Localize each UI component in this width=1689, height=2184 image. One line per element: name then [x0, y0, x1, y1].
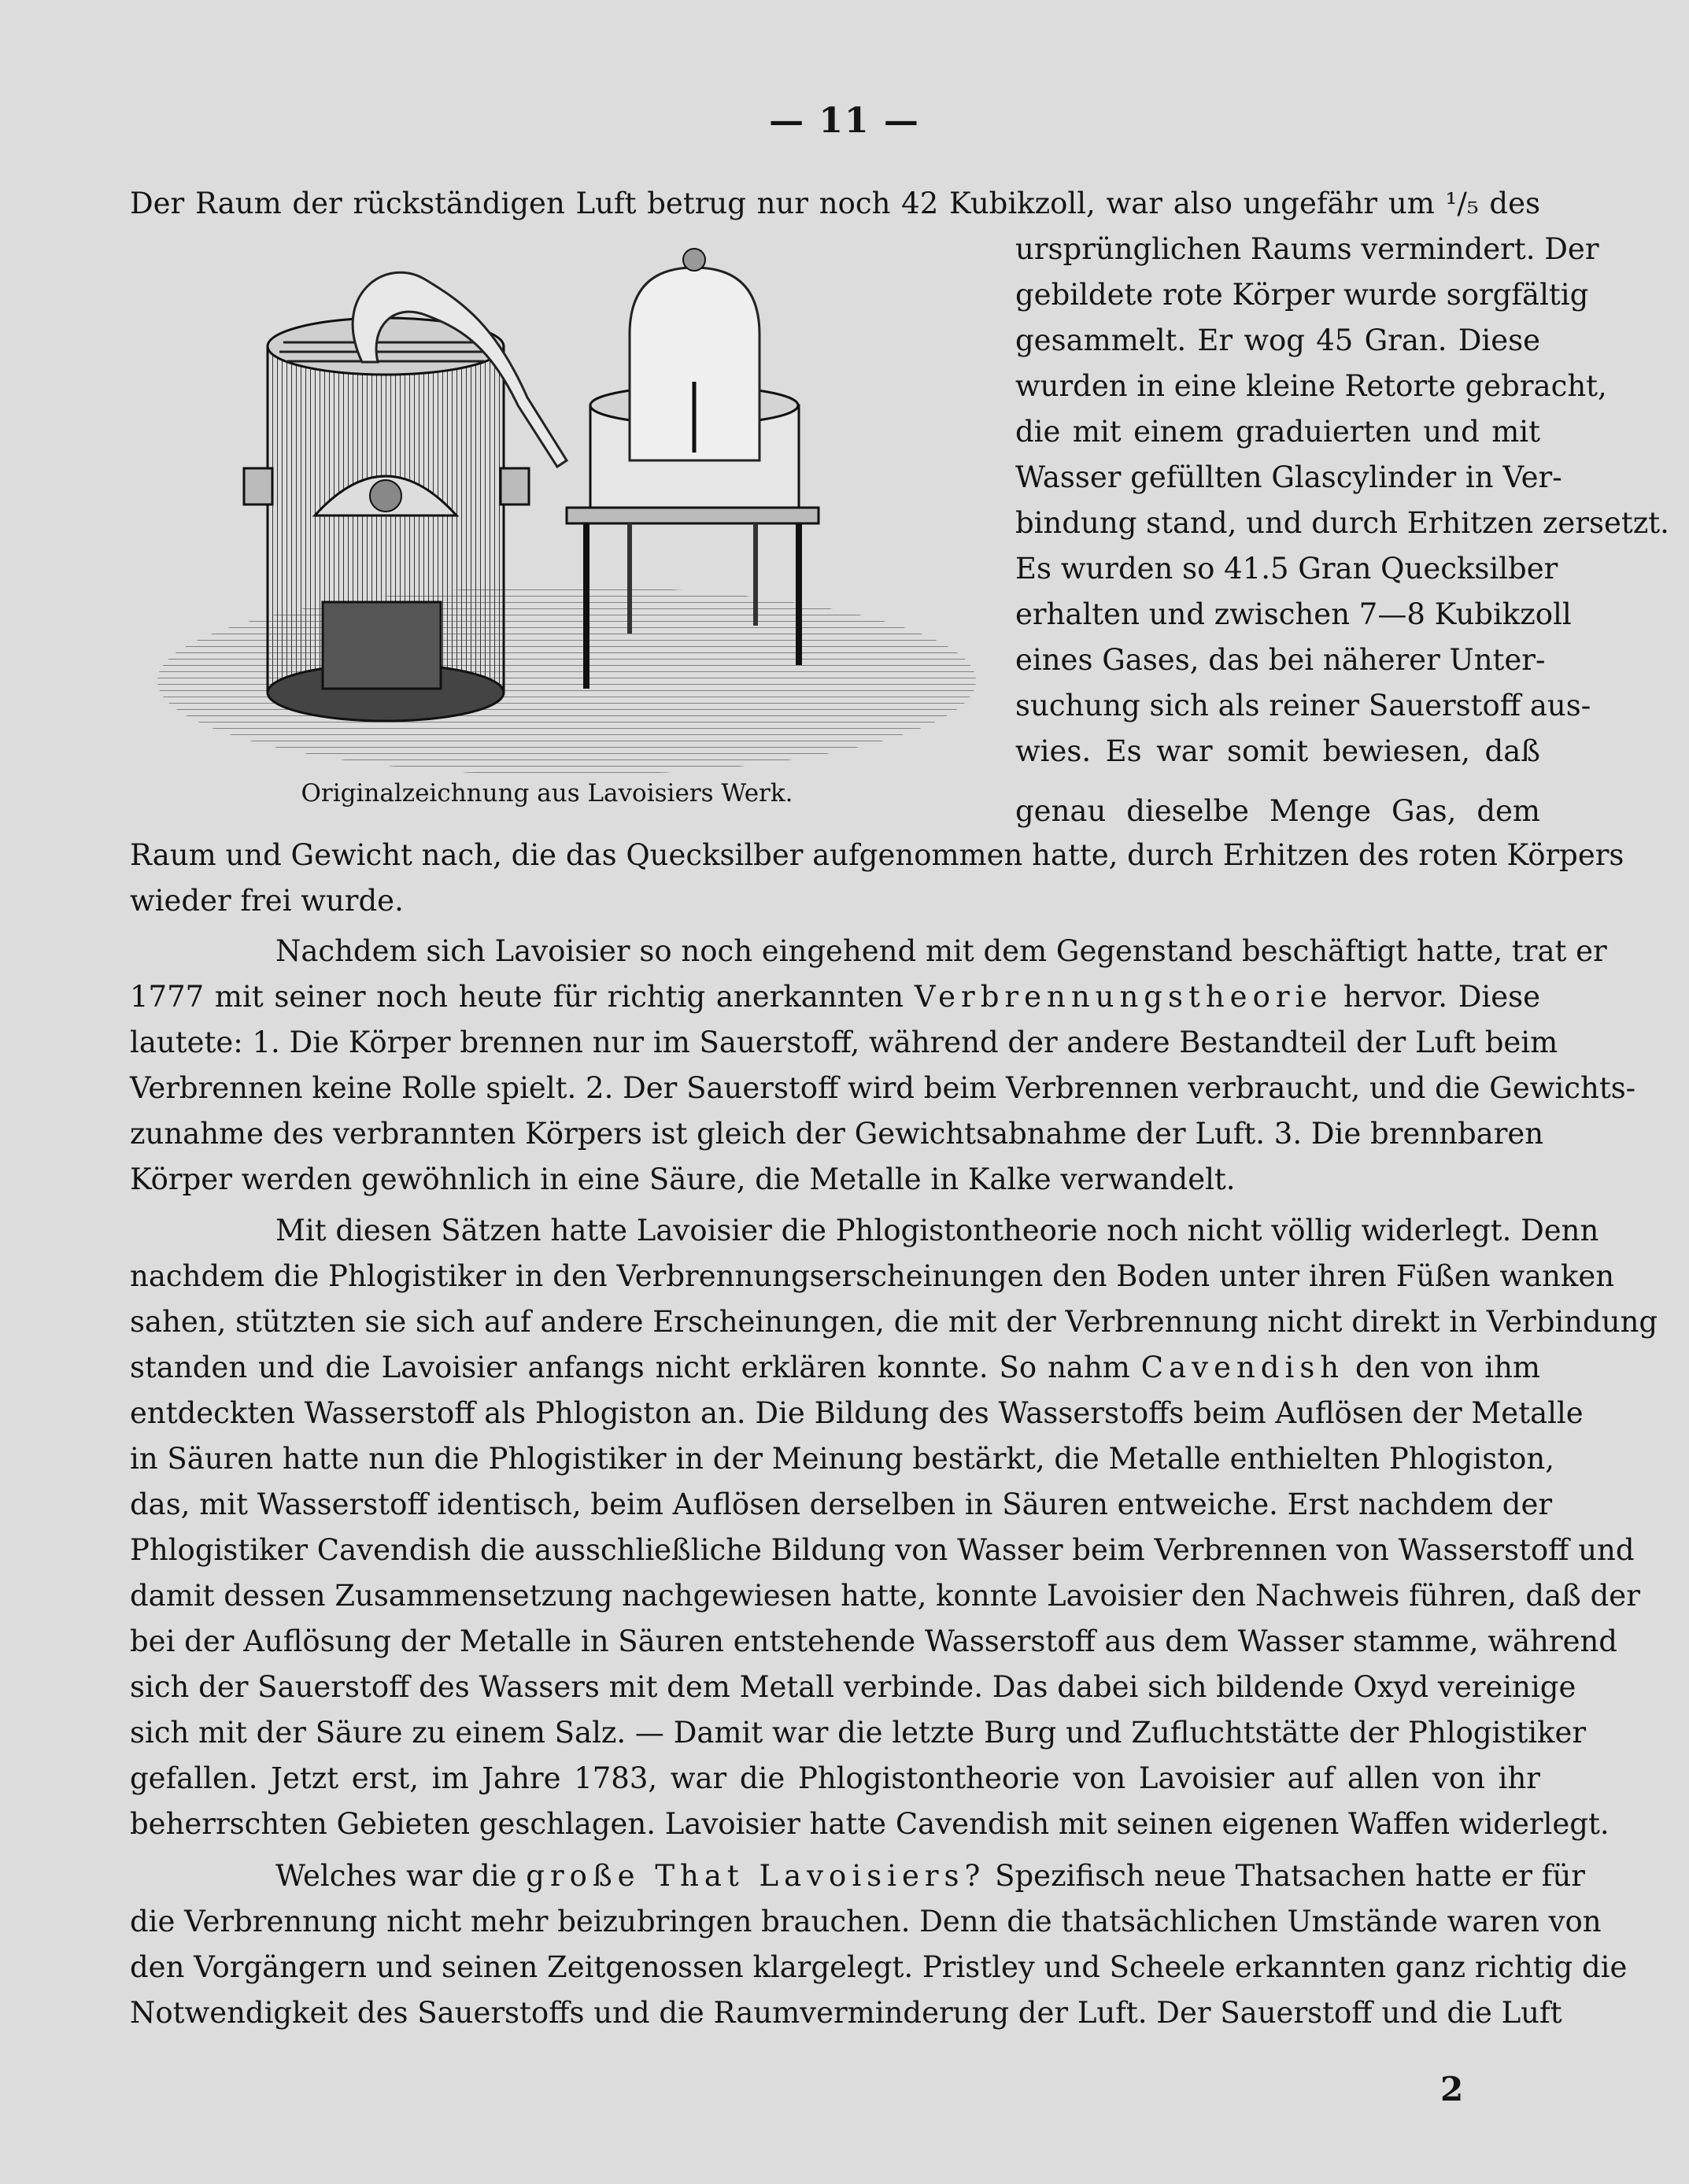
text-line: wieder frei wurde.: [130, 884, 404, 918]
text-span: 1777 mit seiner noch heute für richtig anerkannten: [130, 980, 915, 1014]
text-line: wurden in eine kleine Retorte gebracht,: [1015, 369, 1607, 403]
text-line: die Verbrennung nicht mehr beizubringen brauchen. Denn die thatsächlichen Umstände waren von: [130, 1905, 1602, 1938]
emphasized-name: Cavendish: [1140, 1351, 1345, 1384]
text-line: Raum und Gewicht nach, die das Quecksilber aufgenommen hatte, durch Erhitzen des roten Körpers: [130, 838, 1624, 872]
text-line: Verbrennen keine Rolle spielt. 2. Der Sauerstoff wird beim Verbrennen verbraucht, und die Gewichts-: [130, 1071, 1636, 1105]
apparatus-illustration: [126, 224, 964, 775]
text-line: die mit einem graduierten und mit: [1015, 415, 1540, 449]
text-line: Der Raum der rückständigen Luft betrug nur noch 42 Kubikzoll, war also ungefähr um ¹/₅ des: [130, 187, 1540, 220]
text-line: wies. Es war somit bewiesen, daß: [1015, 734, 1540, 768]
text-line: den Vorgängern und seinen Zeitgenossen klargelegt. Pristley und Scheele erkannten ganz richtig die: [130, 1950, 1628, 1984]
text-line: Phlogistiker Cavendish die ausschließliche Bildung von Wasser beim Verbrennen von Wasserstoff und: [130, 1533, 1635, 1567]
text-line: Notwendigkeit des Sauerstoffs und die Raumverminderung der Luft. Der Sauerstoff und die Luft: [130, 1996, 1562, 2030]
text-line: entdeckten Wasserstoff als Phlogiston an. Die Bildung des Wasserstoffs beim Auflösen der Metalle: [130, 1396, 1584, 1430]
text-line: Wasser gefüllten Glascylinder in Ver-: [1015, 460, 1562, 494]
emphasized-term: Verbrennungstheorie: [914, 980, 1333, 1014]
text-line: suchung sich als reiner Sauerstoff aus-: [1015, 689, 1591, 722]
text-span: Spezifisch neue Thatsachen hatte er für: [985, 1859, 1585, 1893]
text-line: bei der Auflösung der Metalle in Säuren entstehende Wasserstoff aus dem Wasser stamme, während: [130, 1624, 1617, 1658]
text-line: erhalten und zwischen 7—8 Kubikzoll: [1015, 597, 1572, 631]
text-line: Nachdem sich Lavoisier so noch eingehend mit dem Gegenstand beschäftigt hatte, trat er: [275, 934, 1607, 968]
text-line: genau dieselbe Menge Gas, dem: [1015, 794, 1540, 828]
text-line: beherrschten Gebieten geschlagen. Lavoisier hatte Cavendish mit seinen eigenen Waffen widerlegt.: [130, 1807, 1610, 1841]
text-line: nachdem die Phlogistiker in den Verbrennungserscheinungen den Boden unter ihren Füßen wanken: [130, 1259, 1615, 1293]
text-line: das, mit Wasserstoff identisch, beim Auflösen derselben in Säuren entweiche. Erst nachdem der: [130, 1487, 1553, 1521]
text-line: Körper werden gewöhnlich in eine Säure, die Metalle in Kalke verwandelt.: [130, 1162, 1236, 1196]
text-span: Welches war die: [275, 1859, 527, 1893]
text-line: Mit diesen Sätzen hatte Lavoisier die Phlogistontheorie noch nicht völlig widerlegt. Denn: [275, 1214, 1599, 1247]
text-line: [275, 1853, 1585, 1899]
text-span: hervor. Diese: [1332, 980, 1541, 1014]
signature-mark: 2: [1440, 2070, 1464, 2108]
text-line: zunahme des verbrannten Körpers ist gleich der Gewichtsabnahme der Luft. 3. Die brennbaren: [130, 1117, 1544, 1151]
text-line: gefallen. Jetzt erst, im Jahre 1783, war die Phlogistontheorie von Lavoisier auf allen von ihr: [130, 1761, 1540, 1795]
figure-caption: Originalzeichnung aus Lavoisiers Werk.: [301, 779, 793, 807]
text-line: damit dessen Zusammensetzung nachgewiesen hatte, konnte Lavoisier den Nachweis führen, daß der: [130, 1579, 1640, 1613]
text-line: [130, 1345, 1540, 1391]
text-line: sahen, stützten sie sich auf andere Erscheinungen, die mit der Verbrennung nicht direkt in Verbindung: [130, 1305, 1658, 1339]
text-span: den von ihm: [1344, 1351, 1540, 1384]
text-span: standen und die Lavoisier anfangs nicht erklären konnte. So nahm: [130, 1351, 1130, 1384]
text-line: sich der Sauerstoff des Wassers mit dem Metall verbinde. Das dabei sich bildende Oxyd vereinige: [130, 1670, 1576, 1704]
text-line: sich mit der Säure zu einem Salz. — Damit war die letzte Burg und Zufluchtstätte der Phlogistiker: [130, 1716, 1587, 1750]
emphasized-phrase: große That Lavoisiers?: [526, 1859, 986, 1893]
text-line: bindung stand, und durch Erhitzen zersetzt.: [1015, 506, 1669, 540]
text-line: gesammelt. Er wog 45 Gran. Diese: [1015, 323, 1540, 357]
text-line: [130, 974, 1540, 1020]
text-line: gebildete rote Körper wurde sorgfältig: [1015, 278, 1589, 312]
text-line: Es wurden so 41.5 Gran Quecksilber: [1015, 552, 1558, 586]
text-line: lautete: 1. Die Körper brennen nur im Sauerstoff, während der andere Bestandteil der Luft beim: [130, 1025, 1558, 1059]
page-number: — 11 —: [769, 101, 920, 141]
text-line: in Säuren hatte nun die Phlogistiker in der Meinung bestärkt, die Metalle enthielten Phlogiston,: [130, 1442, 1554, 1476]
text-line: eines Gases, das bei näherer Unter-: [1015, 643, 1546, 677]
text-line: ursprünglichen Raums vermindert. Der: [1015, 232, 1599, 266]
